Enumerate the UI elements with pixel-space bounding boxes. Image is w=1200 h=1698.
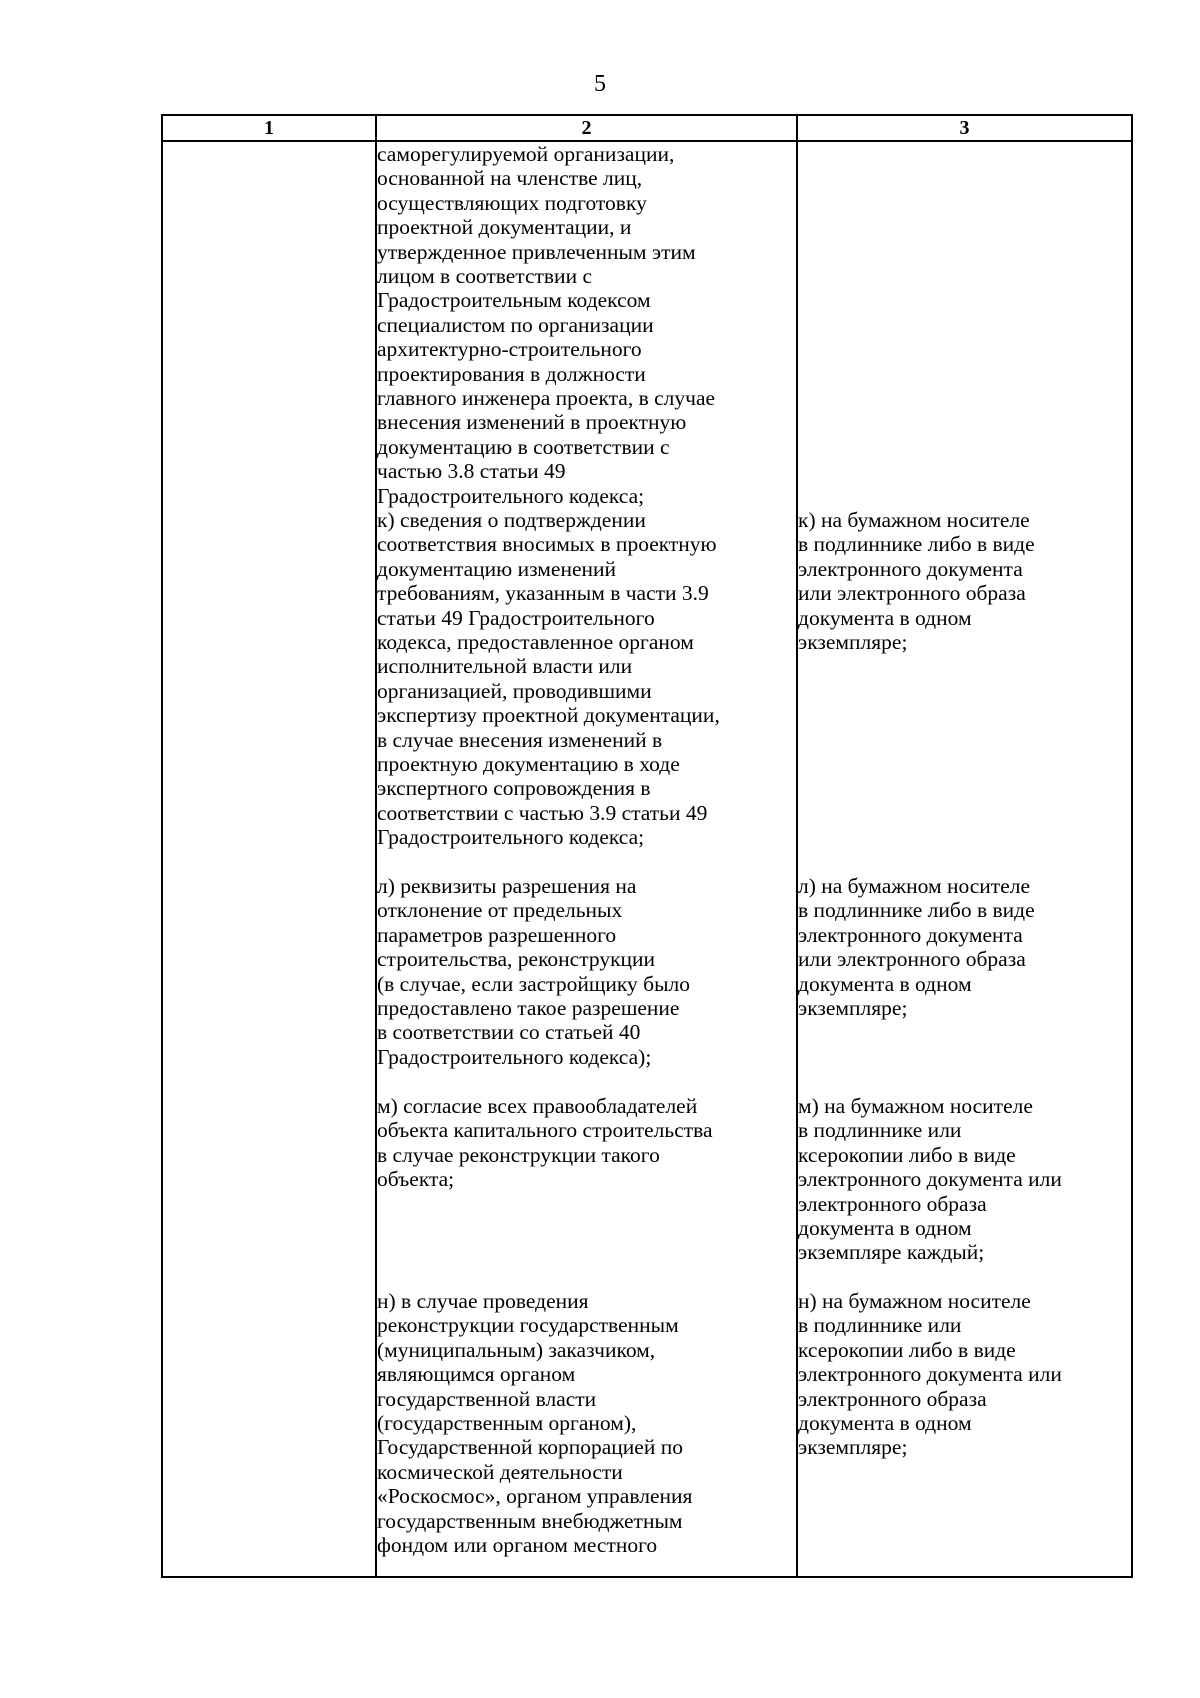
text-line: электронного документа: [798, 922, 1023, 947]
text-line: фондом или органом местного: [377, 1533, 658, 1558]
text-line: отклонение от предельных: [377, 898, 623, 923]
text-line: экземпляре;: [798, 1435, 908, 1460]
text-line: реконструкции государственным: [377, 1313, 679, 1338]
column-3-item-l: [798, 874, 1035, 1020]
column-3-item-k: [798, 508, 1035, 654]
table-row: [162, 141, 1132, 1577]
text-line: в подлиннике либо в виде: [798, 532, 1035, 557]
column-2-item-m: [377, 1094, 713, 1192]
column-2-item-n: [377, 1289, 692, 1557]
text-line: архитектурно-строительного: [377, 337, 642, 362]
text-line: м) согласие всех правообладателей: [377, 1094, 698, 1118]
text-line: электронного документа: [798, 556, 1023, 581]
text-line: документа в одном: [798, 605, 972, 630]
text-line: в случае реконструкции такого: [377, 1142, 660, 1167]
text-line: электронного образа: [798, 1191, 987, 1216]
text-line: (государственным органом),: [377, 1411, 637, 1436]
text-line: экспертизу проектной документации,: [377, 703, 720, 728]
text-line: электронного документа или: [798, 1362, 1062, 1387]
text-line: электронного образа: [798, 1386, 987, 1411]
text-line: саморегулируемой организации,: [377, 142, 675, 166]
text-line: Градостроительного кодекса;: [377, 825, 645, 850]
column-3-item-n: [798, 1289, 1062, 1460]
text-line: л) реквизиты разрешения на: [377, 874, 637, 898]
text-line: документа в одном: [798, 1411, 972, 1436]
text-line: в подлиннике или: [798, 1313, 962, 1338]
text-line: экспертного сопровождения в: [377, 776, 651, 801]
text-line: документа в одном: [798, 1216, 972, 1241]
text-line: н) на бумажном носителе: [798, 1289, 1031, 1313]
text-line: Градостроительного кодекса);: [377, 1044, 652, 1069]
text-line: в соответствии со статьей 40: [377, 1020, 641, 1045]
text-line: исполнительной власти или: [377, 654, 633, 679]
text-line: проектирования в должности: [377, 361, 646, 386]
column-header-2: 2: [376, 115, 797, 141]
text-line: ксерокопии либо в виде: [798, 1337, 1016, 1362]
text-line: экземпляре;: [798, 630, 908, 655]
text-line: проектной документации, и: [377, 215, 632, 240]
text-line: строительства, реконструкции: [377, 947, 656, 972]
text-line: или электронного образа: [798, 581, 1026, 606]
text-line: государственной власти: [377, 1386, 597, 1411]
text-line: внесения изменений в проектную: [377, 410, 687, 435]
text-line: или электронного образа: [798, 947, 1026, 972]
text-line: соответствия вносимых в проектную: [377, 532, 717, 557]
text-line: к) сведения о подтверждении: [377, 508, 646, 532]
text-line: космической деятельности: [377, 1459, 623, 1484]
text-line: м) на бумажном носителе: [798, 1094, 1033, 1118]
text-line: Градостроительного кодекса;: [377, 483, 645, 508]
text-line: документа в одном: [798, 971, 972, 996]
text-line: экземпляре;: [798, 996, 908, 1021]
text-line: государственным внебюджетным: [377, 1508, 683, 1533]
text-line: документацию в соответствии с: [377, 434, 670, 459]
text-line: осуществляющих подготовку: [377, 190, 647, 215]
text-line: специалистом по организации: [377, 312, 654, 337]
text-line: документацию изменений: [377, 556, 617, 581]
text-line: объекта;: [377, 1167, 455, 1192]
text-line: лицом в соответствии с: [377, 264, 592, 289]
text-line: предоставлено такое разрешение: [377, 996, 680, 1021]
text-line: проектную документацию в ходе: [377, 752, 680, 777]
text-line: утвержденное привлеченным этим: [377, 239, 696, 264]
text-line: соответствии с частью 3.9 статьи 49: [377, 800, 708, 825]
column-2-item-continuation: [377, 142, 715, 508]
text-line: н) в случае проведения: [377, 1289, 589, 1313]
text-line: ксерокопии либо в виде: [798, 1142, 1016, 1167]
text-line: параметров разрешенного: [377, 922, 617, 947]
text-line: электронного документа или: [798, 1167, 1062, 1192]
column-header-1: 1: [162, 115, 376, 141]
text-line: частью 3.8 статьи 49: [377, 459, 566, 484]
text-line: в случае внесения изменений в: [377, 727, 663, 752]
text-line: экземпляре каждый;: [798, 1240, 985, 1265]
text-line: (муниципальным) заказчиком,: [377, 1337, 656, 1362]
page-number: 5: [594, 71, 606, 97]
text-line: Градостроительным кодексом: [377, 288, 651, 313]
column-1-cell: [162, 141, 376, 1577]
column-2-cell: [376, 141, 797, 1577]
text-line: основанной на членстве лиц,: [377, 166, 643, 191]
text-line: л) на бумажном носителе: [798, 874, 1031, 898]
text-line: кодекса, предоставленное органом: [377, 630, 694, 655]
text-line: в подлиннике либо в виде: [798, 898, 1035, 923]
column-2-item-l: [377, 874, 690, 1069]
text-line: объекта капитального строительства: [377, 1118, 713, 1143]
text-line: Государственной корпорацией по: [377, 1435, 683, 1460]
table-header-row: [162, 115, 1132, 141]
text-line: в подлиннике или: [798, 1118, 962, 1143]
column-3-item-m: [798, 1094, 1062, 1265]
text-line: к) на бумажном носителе: [798, 508, 1030, 532]
text-line: «Роскосмос», органом управления: [377, 1484, 693, 1509]
text-line: организацией, проводившими: [377, 678, 652, 703]
text-line: статьи 49 Градостроительного: [377, 605, 655, 630]
text-line: являющимся органом: [377, 1362, 576, 1387]
column-2-item-k: [377, 508, 720, 850]
text-line: (в случае, если застройщику было: [377, 971, 691, 996]
text-line: главного инженера проекта, в случае: [377, 386, 716, 411]
text-line: требованиям, указанным в части 3.9: [377, 581, 709, 606]
column-3-cell: [797, 141, 1132, 1577]
document-table: [161, 114, 1133, 1578]
column-header-3: 3: [797, 115, 1132, 141]
